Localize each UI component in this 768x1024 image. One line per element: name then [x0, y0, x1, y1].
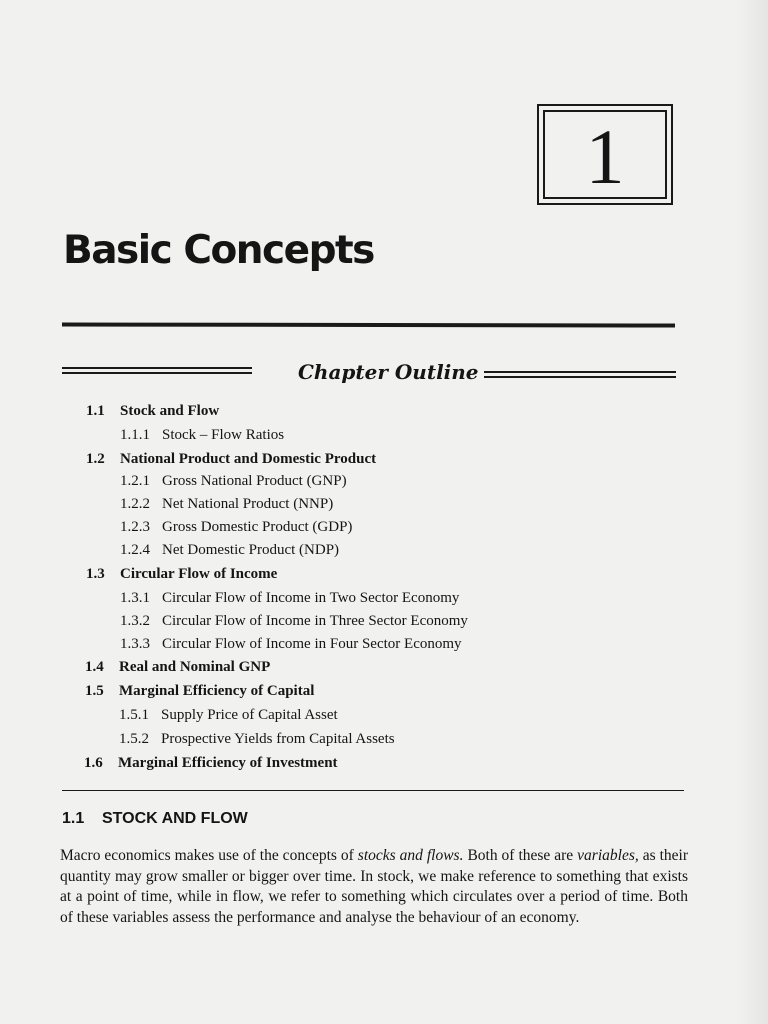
outline-item-label: Prospective Yields from Capital Assets	[161, 731, 395, 747]
outline-item-label: Supply Price of Capital Asset	[161, 707, 338, 723]
chapter-title: Basic Concepts	[63, 228, 374, 273]
paragraph-text: Both of these are	[463, 847, 578, 864]
section-title: STOCK AND FLOW	[102, 810, 248, 827]
outline-bottom-divider	[62, 790, 684, 791]
outline-item-number: 1.6	[84, 755, 103, 771]
outline-item-label: Marginal Efficiency of Capital	[119, 683, 315, 699]
outline-item-number: 1.5.1	[119, 707, 149, 723]
outline-item-number: 1.2	[86, 451, 105, 467]
outline-item-label: Net Domestic Product (NDP)	[162, 542, 340, 558]
outline-rule-left	[62, 367, 252, 374]
outline-subitem[interactable]	[119, 731, 395, 748]
section-heading	[62, 810, 248, 828]
outline-item-label: Circular Flow of Income in Three Sector Economy	[162, 613, 468, 629]
outline-item[interactable]	[86, 451, 376, 468]
outline-item-label: National Product and Domestic Product	[120, 451, 377, 467]
outline-subitem[interactable]	[120, 636, 462, 653]
outline-item[interactable]	[84, 755, 338, 772]
outline-subitem[interactable]	[119, 707, 338, 724]
title-divider	[62, 322, 675, 327]
outline-subitem[interactable]	[120, 473, 347, 490]
outline-item-number: 1.3.1	[120, 590, 150, 606]
chapter-number-box-inner	[543, 110, 667, 199]
outline-subitem[interactable]	[120, 427, 284, 444]
outline-item-label: Circular Flow of Income in Four Sector Economy	[162, 636, 462, 652]
outline-item-label: Circular Flow of Income	[120, 566, 278, 582]
outline-subitem[interactable]	[120, 496, 333, 513]
chapter-number-box	[537, 104, 673, 205]
paragraph-text: Macro economics makes use of the concepts of	[60, 847, 358, 864]
outline-item-number: 1.5.2	[119, 731, 149, 747]
outline-item-number: 1.2.1	[120, 473, 150, 489]
outline-item[interactable]	[85, 683, 314, 700]
paragraph-emphasis: variables,	[577, 847, 639, 864]
outline-subitem[interactable]	[120, 613, 468, 630]
section-number: 1.1	[62, 810, 85, 827]
outline-item[interactable]	[86, 403, 219, 420]
outline-item-number: 1.1	[86, 403, 105, 419]
outline-item-number: 1.2.2	[120, 496, 150, 512]
outline-item[interactable]	[85, 659, 270, 676]
outline-heading: Chapter Outline	[298, 360, 479, 384]
outline-rule-right	[484, 371, 676, 378]
outline-item-label: Real and Nominal GNP	[119, 659, 271, 675]
outline-item-number: 1.3	[86, 566, 105, 582]
outline-item-number: 1.2.3	[120, 519, 150, 535]
outline-item-number: 1.2.4	[120, 542, 150, 558]
outline-item-label: Stock – Flow Ratios	[162, 427, 285, 443]
outline-item-number: 1.3.2	[120, 613, 150, 629]
body-paragraph	[60, 846, 688, 928]
outline-item-number: 1.3.3	[120, 636, 150, 652]
outline-item-label: Gross National Product (GNP)	[162, 473, 347, 489]
outline-item-label: Stock and Flow	[120, 403, 220, 419]
outline-item-number: 1.1.1	[120, 427, 150, 443]
page-edge-shadow	[738, 0, 768, 1024]
outline-item-label: Net National Product (NNP)	[162, 496, 334, 512]
outline-item-number: 1.5	[85, 683, 104, 699]
outline-subitem[interactable]	[120, 590, 459, 607]
outline-item-label: Gross Domestic Product (GDP)	[162, 519, 353, 535]
outline-subitem[interactable]	[120, 542, 339, 559]
outline-subitem[interactable]	[120, 519, 352, 536]
paragraph-text: as their quantity may grow smaller or bigger over time. In stock, we make reference to something that exists at a point of time, while in flow, we refer to something which circulates over a period of time. Both of these variables assess the performance and analyse the behaviour of an economy.	[60, 847, 688, 926]
outline-item-number: 1.4	[85, 659, 104, 675]
paragraph-emphasis: stocks and flows.	[357, 847, 464, 864]
outline-item-label: Marginal Efficiency of Investment	[118, 755, 338, 771]
outline-item-label: Circular Flow of Income in Two Sector Economy	[162, 590, 460, 606]
chapter-number: 1	[585, 112, 625, 200]
outline-item[interactable]	[86, 566, 277, 583]
